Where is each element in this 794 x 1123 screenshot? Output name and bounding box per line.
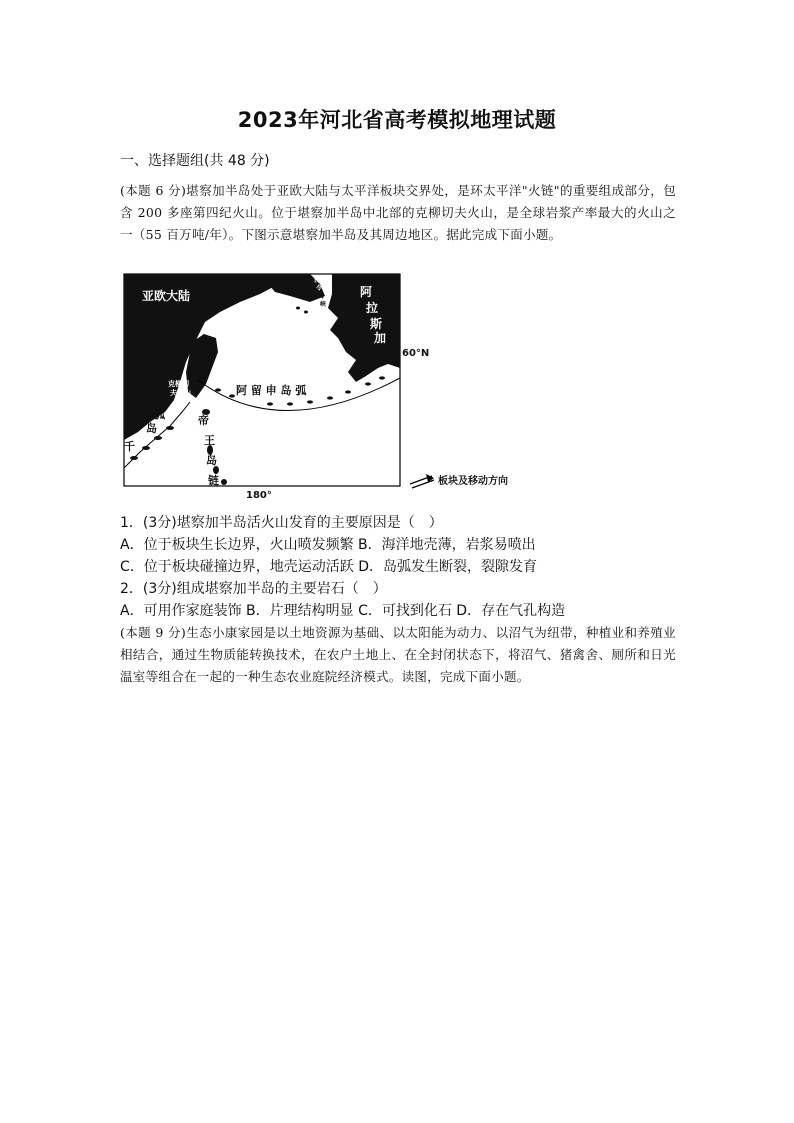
svg-text:帝: 帝	[198, 414, 209, 427]
label-latitude: 60°N	[402, 348, 430, 359]
question-1-options-cd: C．位于板块碰撞边界，地壳运动活跃 D．岛弧发生断裂，裂隙发育	[120, 559, 538, 575]
svg-text:岛: 岛	[206, 454, 217, 467]
label-aleutian: 阿 留 申 岛 弧	[236, 384, 307, 397]
page-title: 2023年河北省高考模拟地理试题	[237, 108, 557, 132]
svg-text:拉: 拉	[366, 301, 379, 315]
legend-plate-arrow-icon	[410, 474, 434, 488]
label-eurasia: 亚欧大陆	[142, 289, 191, 303]
passage-2: (本题 9 分)生态小康家园是以土地资源为基础、以太阳能为动力、以沼气为纽带，种植业和养殖业相结合，通过生物质能转换技术，在农户土地上、在全封闭状态下，将沼气、猪禽舍、厕所和日光温室等组合在一起的一种生态农业庭院经济模式。读图，完成下面小题。	[120, 625, 676, 684]
passage-1: (本题 6 分)堪察加半岛处于亚欧大陆与太平洋板块交界处，是环太平洋"火链"的重要组成部分，包含 200 多座第四纪火山。位于堪察加半岛中北部的克柳切夫火山，是全球岩浆产率最大的火山之一（55 百万吨/年）。下图示意堪察加半岛及其周边地区。据此完成下面小题。	[120, 183, 676, 242]
svg-text:加: 加	[374, 331, 387, 345]
svg-text:夫火山: 夫火山	[170, 389, 191, 397]
kamchatka-map	[120, 272, 530, 502]
svg-text:弧: 弧	[154, 408, 165, 421]
legend-label: 板块及移动方向	[438, 476, 508, 487]
svg-text:白: 白	[314, 277, 321, 284]
svg-text:王: 王	[204, 434, 215, 447]
section-heading: 一、选择题组(共 48 分)	[120, 153, 270, 169]
svg-text:岛: 岛	[146, 422, 157, 435]
question-1-options-ab: A．位于板块生长边界，火山喷发频繁 B．海洋地壳薄，岩浆易喷出	[120, 537, 536, 553]
svg-text:令: 令	[316, 285, 323, 292]
svg-text:链: 链	[208, 474, 219, 487]
map-svg	[120, 272, 530, 502]
svg-text:千: 千	[124, 440, 135, 453]
label-longitude: 180°	[246, 490, 272, 501]
question-1-stem: 1．(3分)堪察加半岛活火山发育的主要原因是（ ）	[120, 515, 443, 531]
svg-text:阿: 阿	[360, 285, 373, 299]
svg-text:峡: 峡	[320, 301, 327, 308]
svg-text:斯: 斯	[370, 317, 383, 331]
question-2-options: A．可用作家庭装饰 B．片理结构明显 C．可找到化石 D．存在气孔构造	[120, 603, 566, 619]
svg-text:克柳切: 克柳切	[168, 380, 189, 388]
svg-text:海: 海	[318, 293, 325, 300]
question-2-stem: 2．(3分)组成堪察加半岛的主要岩石（ ）	[120, 581, 387, 597]
